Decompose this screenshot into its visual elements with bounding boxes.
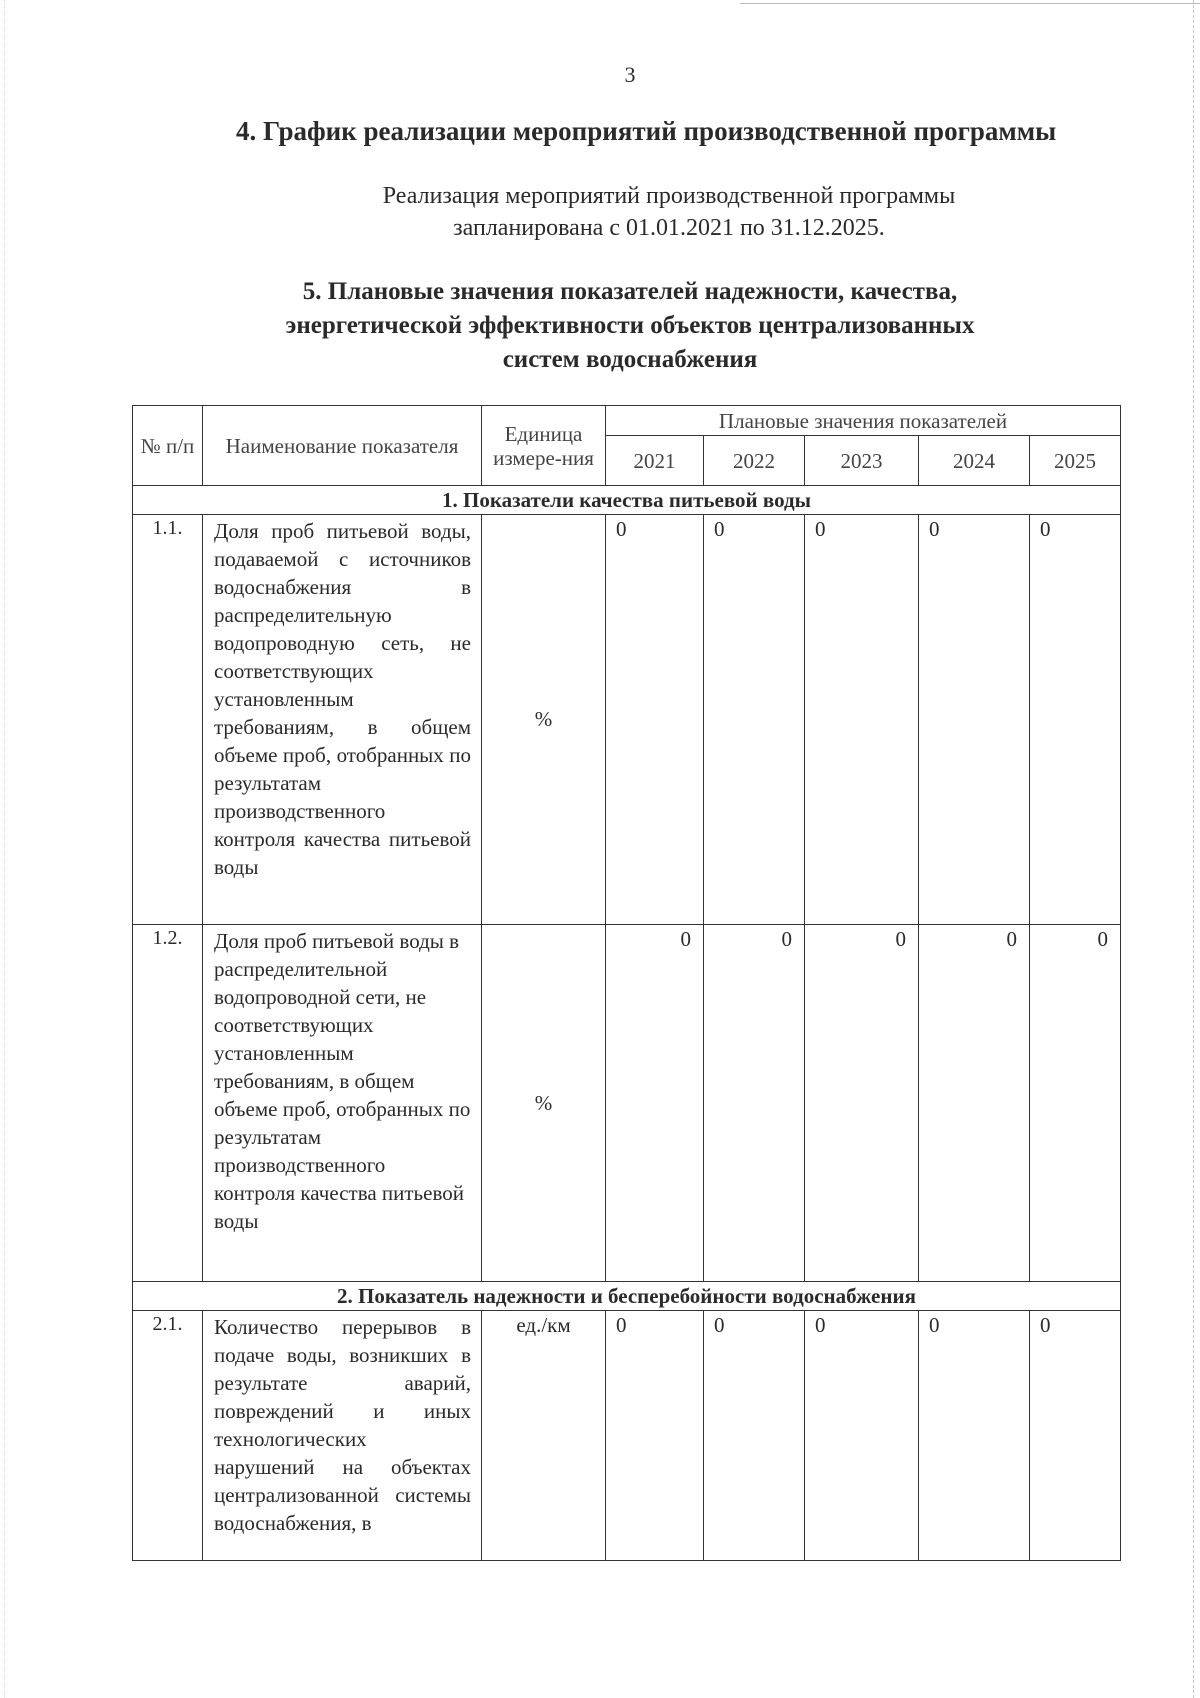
- section5-title-line2: энергетической эффективности объектов централизованных: [285, 312, 975, 339]
- header-year-2022: 2022: [704, 436, 805, 486]
- value-2023: 0: [805, 1311, 919, 1561]
- value-2025: 0: [1030, 1311, 1121, 1561]
- header-year-2024: 2024: [919, 436, 1030, 486]
- section5-title-line1: 5. Плановые значения показателей надежности, качества,: [302, 278, 958, 305]
- section4-text-line2: запланирована с 01.01.2021 по 31.12.2025.: [453, 215, 885, 241]
- scan-edge-right: [1192, 0, 1194, 1698]
- value-2023: 0: [805, 515, 919, 925]
- section-row-quality: [133, 486, 1121, 515]
- table-row: [133, 925, 1121, 1282]
- scan-edge-left: [4, 0, 6, 1698]
- table-row: [133, 515, 1121, 925]
- row-number: 1.2.: [133, 925, 203, 1282]
- value-2021: 0: [606, 1311, 704, 1561]
- indicator-name: Доля проб питьевой воды, подаваемой с источников водоснабжения в распределительную водопроводную сеть, не соответствующих установленным требованиям, в общем объеме проб, отобранных по результатам производственного контроля качества питьевой воды: [203, 515, 482, 925]
- header-year-2025: 2025: [1030, 436, 1121, 486]
- indicator-unit: %: [482, 925, 606, 1282]
- scan-edge-top: [740, 3, 1200, 4]
- value-2022: 0: [704, 515, 805, 925]
- value-2021: 0: [606, 515, 704, 925]
- indicator-unit: ед./км: [482, 1311, 606, 1561]
- indicator-unit: %: [482, 515, 606, 925]
- section-title: 1. Показатели качества питьевой воды: [133, 486, 1121, 515]
- section5-title: [210, 275, 1050, 377]
- section4-text-line1: Реализация мероприятий производственной программы: [382, 183, 956, 209]
- header-num: № п/п: [133, 406, 203, 486]
- section4-text: [330, 180, 1008, 244]
- section-title: 2. Показатель надежности и бесперебойности водоснабжения: [133, 1282, 1121, 1311]
- header-name: Наименование показателя: [203, 406, 482, 486]
- section-row-reliability: [133, 1282, 1121, 1311]
- row-number: 2.1.: [133, 1311, 203, 1561]
- value-2024: 0: [919, 1311, 1030, 1561]
- value-2022: 0: [704, 1311, 805, 1561]
- value-2024: 0: [919, 515, 1030, 925]
- header-year-2023: 2023: [805, 436, 919, 486]
- header-year-2021: 2021: [606, 436, 704, 486]
- value-2024: 0: [919, 925, 1030, 1282]
- indicators-table: [132, 405, 1121, 1561]
- table-row: [133, 1311, 1121, 1561]
- value-2022: 0: [704, 925, 805, 1282]
- row-number: 1.1.: [133, 515, 203, 925]
- value-2025: 0: [1030, 925, 1121, 1282]
- value-2023: 0: [805, 925, 919, 1282]
- page-number: 3: [624, 62, 636, 87]
- indicator-name: Количество перерывов в подаче воды, возникших в результате аварий, повреждений и иных технологических нарушений на объектах централизованной системы водоснабжения, в: [203, 1311, 482, 1561]
- section4-title: 4. График реализации мероприятий производственной программы: [236, 116, 1057, 146]
- value-2021: 0: [606, 925, 704, 1282]
- section5-title-line3: систем водоснабжения: [502, 346, 758, 373]
- header-plan: Плановые значения показателей: [606, 406, 1121, 436]
- value-2025: 0: [1030, 515, 1121, 925]
- header-unit: Единица измере-ния: [482, 406, 606, 486]
- indicator-name: Доля проб питьевой воды в распределительной водопроводной сети, не соответствующих установленным требованиям, в общем объеме проб, отобранных по результатам производственного контроля качества питьевой воды: [203, 925, 482, 1282]
